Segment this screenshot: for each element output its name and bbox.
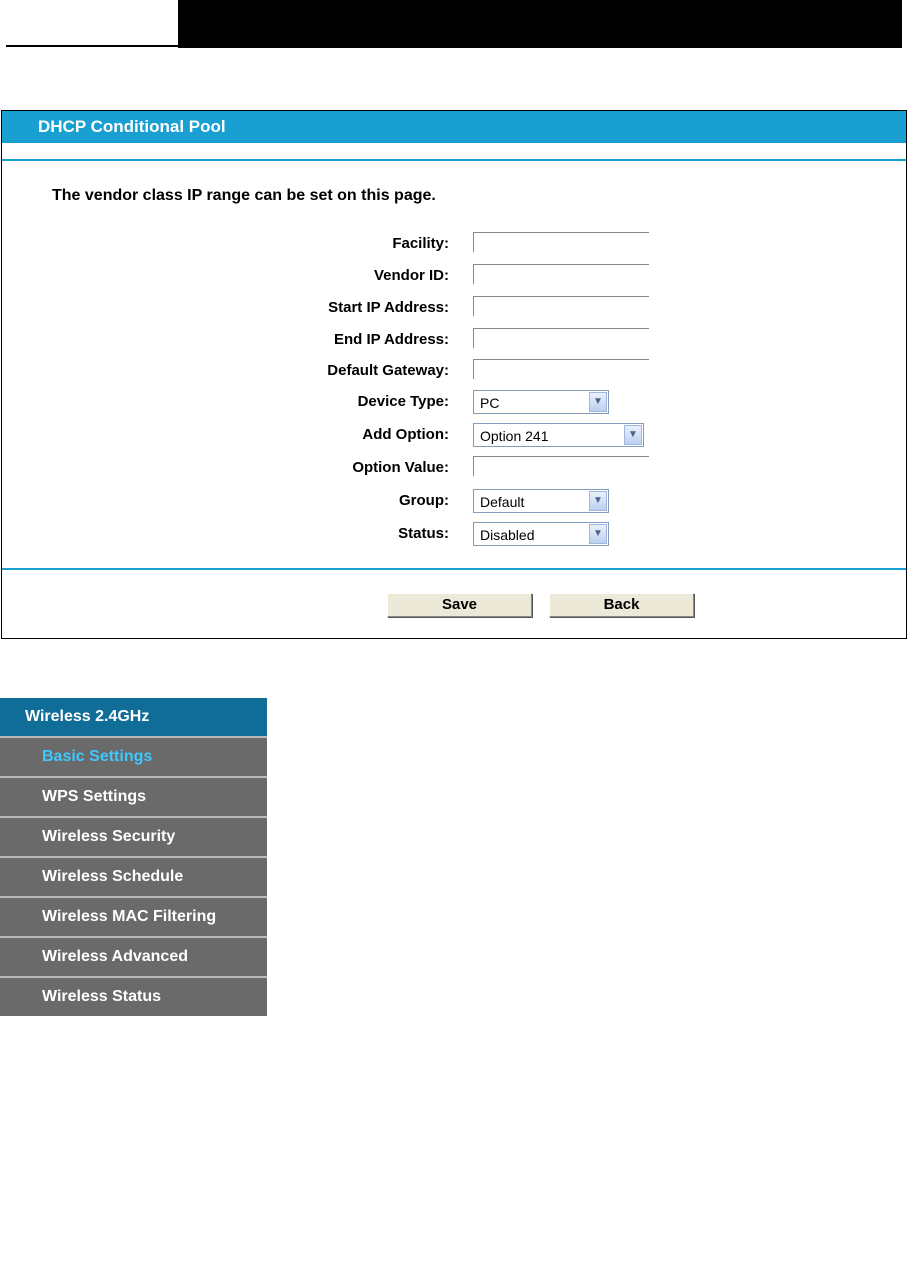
add-option-value: Option 241 xyxy=(480,428,549,444)
facility-row xyxy=(2,229,906,259)
vendor-id-label: Vendor ID: xyxy=(373,267,449,284)
menu-item-wireless-advanced[interactable]: Wireless Advanced xyxy=(0,936,267,976)
group-value: Default xyxy=(480,494,525,510)
add-option-select[interactable] xyxy=(473,423,644,447)
menu-item-wireless-security[interactable]: Wireless Security xyxy=(0,816,267,856)
status-label: Status: xyxy=(398,525,449,542)
device-type-value: PC xyxy=(480,395,500,411)
dhcp-conditional-pool-panel xyxy=(1,110,907,639)
header-bar xyxy=(178,0,902,48)
header-bar-left xyxy=(6,45,178,47)
option-value-label: Option Value: xyxy=(352,459,449,476)
group-select[interactable] xyxy=(473,489,609,513)
menu-item-basic-settings[interactable]: Basic Settings xyxy=(0,736,267,776)
save-button[interactable]: Save xyxy=(387,593,532,617)
menu-item-wireless-mac-filtering[interactable]: Wireless MAC Filtering xyxy=(0,896,267,936)
status-select[interactable] xyxy=(473,522,609,546)
panel-description: The vendor class IP range can be set on this page. xyxy=(52,187,436,204)
group-label: Group: xyxy=(399,492,449,509)
chevron-down-icon[interactable]: ▼ xyxy=(589,392,607,412)
status-row xyxy=(2,519,906,549)
menu-item-wireless-status[interactable]: Wireless Status xyxy=(0,976,267,1016)
add-option-label: Add Option: xyxy=(362,426,449,443)
vendor-id-row xyxy=(2,261,906,291)
start-ip-row xyxy=(2,293,906,323)
default-gateway-row xyxy=(2,356,906,386)
default-gateway-input[interactable] xyxy=(473,359,649,379)
start-ip-input[interactable] xyxy=(473,296,649,316)
option-value-row xyxy=(2,453,906,483)
status-value: Disabled xyxy=(480,527,535,543)
vendor-id-input[interactable] xyxy=(473,264,649,284)
option-value-input[interactable] xyxy=(473,456,649,476)
end-ip-row xyxy=(2,325,906,355)
facility-input[interactable] xyxy=(473,232,649,252)
chevron-down-icon[interactable]: ▼ xyxy=(589,491,607,511)
facility-label: Facility: xyxy=(392,235,449,252)
device-type-row xyxy=(2,387,906,417)
wireless-menu xyxy=(0,698,267,1016)
end-ip-input[interactable] xyxy=(473,328,649,348)
add-option-row xyxy=(2,420,906,450)
menu-item-wps-settings[interactable]: WPS Settings xyxy=(0,776,267,816)
start-ip-label: Start IP Address: xyxy=(328,299,449,316)
device-type-select[interactable] xyxy=(473,390,609,414)
chevron-down-icon[interactable]: ▼ xyxy=(624,425,642,445)
end-ip-label: End IP Address: xyxy=(333,331,449,348)
panel-divider-bottom xyxy=(2,568,906,570)
menu-header-wireless[interactable]: Wireless 2.4GHz xyxy=(0,698,267,736)
menu-item-wireless-schedule[interactable]: Wireless Schedule xyxy=(0,856,267,896)
device-type-label: Device Type: xyxy=(357,393,449,410)
group-row xyxy=(2,486,906,516)
panel-divider-top xyxy=(2,159,906,161)
panel-title: DHCP Conditional Pool xyxy=(2,111,906,143)
chevron-down-icon[interactable]: ▼ xyxy=(589,524,607,544)
back-button[interactable]: Back xyxy=(549,593,694,617)
default-gateway-label: Default Gateway: xyxy=(327,362,449,379)
